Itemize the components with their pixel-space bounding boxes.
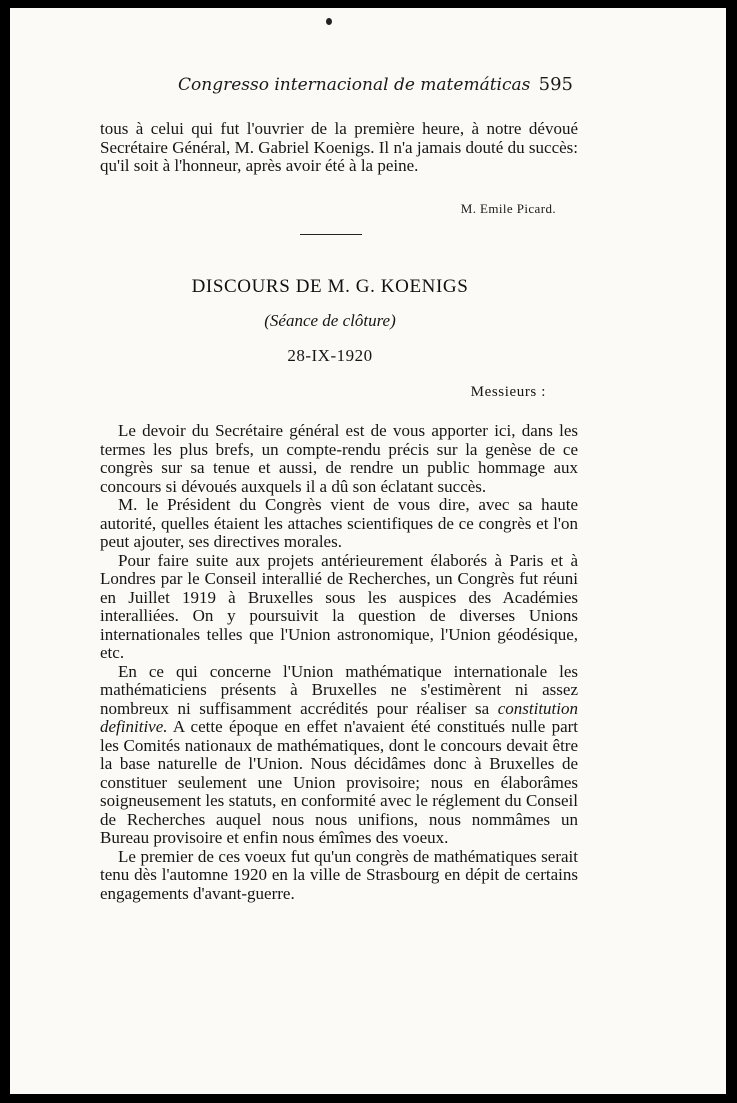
body-paragraph: M. le Président du Congrès vient de vous dire, avec sa haute autorité, quelles étaient les attaches scientifiques de ce congrès et l'on peut ajouter, ses directives morales. [100,495,578,551]
intro-paragraph: tous à celui qui fut l'ouvrier de la première heure, à notre dévoué Secrétaire Général, M. Gabriel Koenigs. Il n'a jamais douté du succès: qu'il soit à l'honneur, après avoir été à la peine. [100,119,578,175]
body-paragraph: Pour faire suite aux projets antérieurement élaborés à Paris et à Londres par le Conseil interallié de Recherches, un Congrès fut réuni en Juillet 1919 à Bruxelles sous les auspices des Académies interalliées. On y poursuivit la question de diverses Unions internationales telles que l'Union astronomique, l'Union géodésique, etc. [100,550,578,662]
discourse-body [100,422,578,903]
signature: M. Emile Picard. [460,201,556,216]
running-title: Congresso internacional de matemáticas [178,75,531,95]
section-divider [300,234,362,235]
paragraph-text: En ce qui concerne l'Union mathématique internationale les mathématiciens présents à Bruxelles ne s'estimèrent ni assez nombreux ni suffisamment accrédités pour réaliser sa [100,661,578,718]
running-header [178,74,573,95]
body-paragraph: Le premier de ces voeux fut qu'un congrès de mathématiques serait tenu dès l'automne 1920 en la ville de Strasbourg en dépit de certains engagements d'avant-guerre. [100,846,578,903]
salutation: Messieurs : [470,384,546,400]
book-page [10,8,726,1094]
page-number: 595 [538,74,573,95]
section-subtitle: (Séance de clôture) [264,311,396,330]
body-paragraph [100,663,578,848]
section-title: DISCOURS DE M. G. KOENIGS [191,276,469,297]
emphasis-text: constitution definitive. [100,698,578,736]
ink-speck [326,18,332,25]
intro-text [100,120,578,176]
section-date: 28-IX-1920 [287,346,373,365]
paragraph-text: A cette époque en effet n'avaient été constitués nulle part les Comités nationaux de mathématiques, dont le concours devait être la base naturelle de l'Union. Nous décidâmes donc à Bruxelles de constituer seulement une Union provisoire; nous en élaborâmes soigneusement les statuts, en conformité avec le réglement du Conseil de Recherches auquel nous nous unifions, nous nommâmes un Bureau provisoire et enfin nous émîmes des voeux. [100,717,579,847]
body-paragraph: Le devoir du Secrétaire général est de vous apporter ici, dans les termes les plus brefs, un compte-rendu précis sur la genèse de ce congrès sur sa tenue et aussi, de rendre un public hommage aux concours si dévoués auxquels il a dû son éclatant succès. [100,421,578,496]
